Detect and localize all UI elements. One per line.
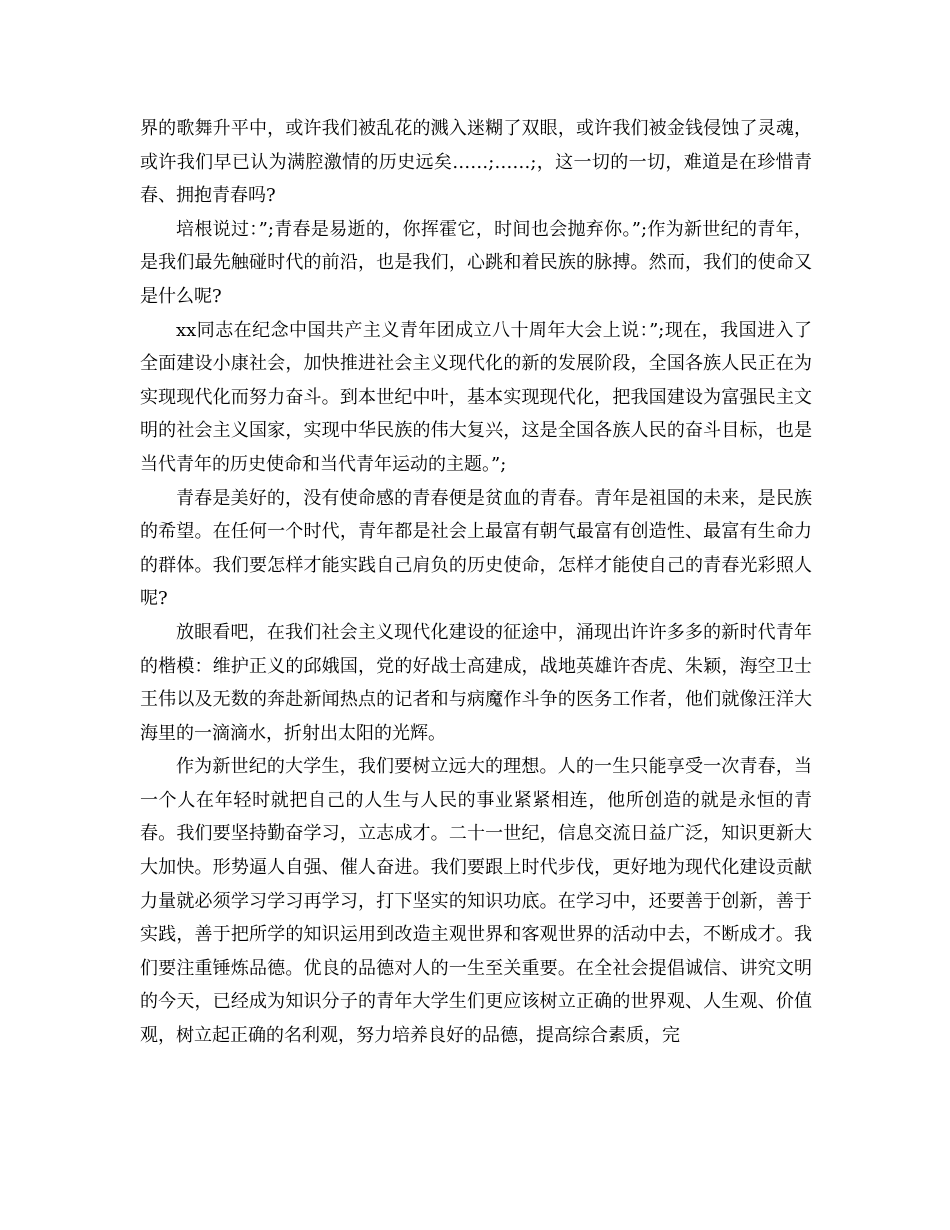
paragraph-youth-mission: 青春是美好的，没有使命感的青春便是贫血的青春。青年是祖国的未来，是民族的希望。在任何一个时代，青年都是社会上最富有朝气最富有创造性、最富有生命力的群体。我们要怎样才能实践自己肩负的历史使命，怎样才能使自己的青春光彩照人呢? <box>140 487 812 610</box>
paragraph-bacon-quote: 培根说过：”;青春是易逝的，你挥霍它，时间也会抛弃你。”;作为新世纪的青年，是我们最先触碰时代的前沿，也是我们，心跳和着民族的脉搏。然而，我们的使命又是什么呢? <box>140 218 812 307</box>
document-page <box>140 112 812 1053</box>
paragraph-university-students: 作为新世纪的大学生，我们要树立远大的理想。人的一生只能享受一次青春，当一个人在年轻时就把自己的人生与人民的事业紧紧相连，他所创造的就是永恒的青春。我们要坚持勤奋学习，立志成才。二十一世纪，信息交流日益广泛，知识更新大大加快。形势逼人自强、催人奋进。我们要跟上时代步伐，更好地为现代化建设贡献力量就必须学习学习再学习，打下坚实的知识功底。在学习中，还要善于创新，善于实践，善于把所学的知识运用到改造主观世界和客观世界的活动中去，不断成才。我们要注重锤炼品德。优良的品德对人的一生至关重要。在全社会提倡诚信、讲究文明的今天，已经成为知识分子的青年大学生们更应该树立正确的世界观、人生观、价值观，树立起正确的名利观，努力培养良好的品德，提高综合素质，完 <box>140 756 812 1047</box>
paragraph-role-models: 放眼看吧，在我们社会主义现代化建设的征途中，涌现出许许多多的新时代青年的楷模：维护正义的邱娥国，党的好战士高建成，战地英雄许杏虎、朱颖，海空卫士王伟以及无数的奔赴新闻热点的记者和与病魔作斗争的医务工作者，他们就像汪洋大海里的一滴滴水，折射出太阳的光辉。 <box>140 621 812 744</box>
paragraph-speech-quote: xx同志在纪念中国共产主义青年团成立八十周年大会上说：”;现在，我国进入了全面建设小康社会，加快推进社会主义现代化的新的发展阶段，全国各族人民正在为实现现代化而努力奋斗。到本世纪中叶，基本实现现代化，把我国建设为富强民主文明的社会主义国家，实现中华民族的伟大复兴，这是全国各族人民的奋斗目标，也是当代青年的历史使命和当代青年运动的主题。”; <box>140 319 812 475</box>
paragraph-continued: 界的歌舞升平中，或许我们被乱花的溅入迷糊了双眼，或许我们被金钱侵蚀了灵魂，或许我们早已认为满腔激情的历史远矣……;……;，这一切的一切，难道是在珍惜青春、拥抱青春吗? <box>140 118 812 207</box>
